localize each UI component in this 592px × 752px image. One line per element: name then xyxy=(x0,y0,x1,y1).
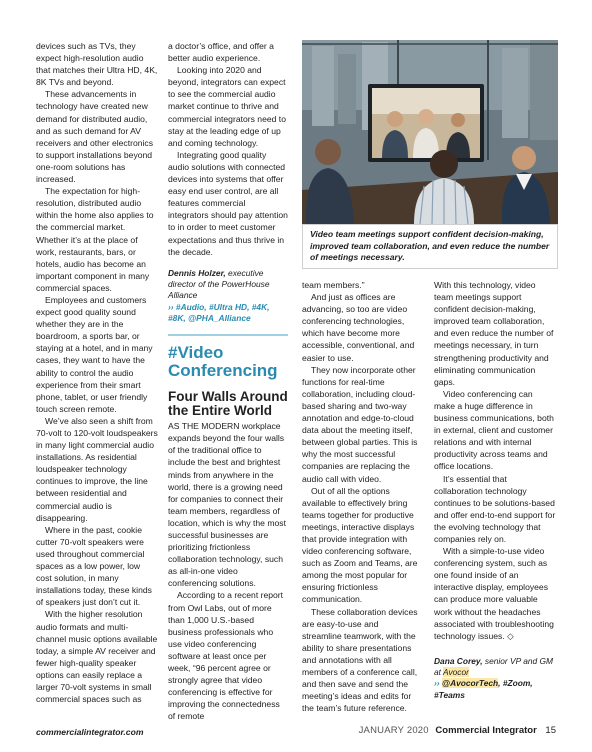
column-2 xyxy=(168,40,288,723)
tag-rest: , #Zoom, #Teams xyxy=(434,678,533,700)
author-title: executive director of the PowerHouse Alliance xyxy=(168,267,270,301)
paragraph: They now incorporate other functions for real-time collaboration, including cloud-based sharing and two-way annotation and edge-to-cloud data about the meeting itself, between global parties. This is why the most successful companies are replacing the audio call with video. xyxy=(302,364,418,484)
footer-info xyxy=(359,725,556,736)
column-1 xyxy=(36,40,158,705)
issue-date: JANUARY 2020 xyxy=(358,725,429,736)
author-tags: ›› #Audio, #Ultra HD, #4K, #8K, @PHA_Alliance xyxy=(168,301,270,323)
lead-in: AS THE MODERN xyxy=(168,421,240,432)
paragraph-lead xyxy=(168,420,288,589)
paragraph: team members.” xyxy=(302,280,365,290)
paragraph: a doctor’s office, and offer a better audio experience. xyxy=(168,41,274,64)
magazine-name: Commercial Integrator xyxy=(435,725,537,736)
paragraph: We’ve also seen a shift from 70-volt to 120-volt loudspeakers in many light commercial audio installations. As residential loudspeaker technology continues to improve, the line between residential and commercial audio is disappearing. xyxy=(36,415,158,523)
paragraph: Looking into 2020 and beyond, integrators can expect to see the commercial audio market continue to thrive and commercial integrators need to stay at the leading edge of up and coming technology. xyxy=(168,65,286,148)
paragraph: With this technology, video team meetings support confident decision-making, improved team collaboration, and even reduce the number of meetings necessary, in turn strengthening productivity and eliminating communication gaps. xyxy=(434,280,554,387)
column-3 xyxy=(302,279,420,714)
author-company: Avocor xyxy=(443,667,469,678)
paragraph: The expectation for high-resolution, distributed audio within the home also applies to the commercial market. Whether it’s at the place of work, restaurants, bars, or hotels, audio has become an important component in many commercial spaces. xyxy=(36,186,154,293)
footer-url: commercialintegrator.com xyxy=(36,727,144,737)
author-bio xyxy=(434,656,556,701)
section-heading: #Video Conferencing xyxy=(168,343,278,381)
author-bio xyxy=(168,268,288,324)
paragraph: It’s essential that collaboration technology continues to be solutions-based and offer end-to-end support for the evolving technology that companies rely on. xyxy=(434,473,556,544)
paragraph: Integrating good quality audio solutions with connected devices into systems that offer easy end user control, are all features commercial integrators should pay attention to in order to meet customer expectations and thus thrive in the decade. xyxy=(168,149,288,257)
author-name: Dennis Holzer, xyxy=(168,267,226,278)
author-title: senior VP and GM at xyxy=(434,655,554,678)
paragraph: And just as offices are advancing, so too are video conferencing technologies, which have become more accessible, conventional, and easier to use. xyxy=(302,292,415,363)
paragraph: Out of all the options available to effectively bring teams together for productive meetings, interactive displays that provide integration with video conferencing software, such as Zoom and Teams, are among the most popular for ensuring frictionless communication. xyxy=(302,485,418,605)
paragraph: According to a recent report from Owl Labs, out of more than 1,000 U.S.-based business professionals who use video conferencing software at least once per week, “96 percent agree or strongly agree that video conferencing is effective for improving the connectedness of remote xyxy=(168,590,284,722)
paragraph: devices such as TVs, they expect high-resolution audio that matches their Ultra HD, 4K, 8K TVs and beyond. xyxy=(36,41,158,88)
author-name: Dana Corey, xyxy=(434,655,483,666)
paragraph: These collaboration devices are easy-to-use and streamline teamwork, with the ability to share presentations and annotations with all members of a conference call, and then save and send the meeting’s ideas and edits for the team’s future reference. xyxy=(302,606,418,714)
video-meeting-photo xyxy=(302,40,558,224)
tag-prefix: ›› xyxy=(434,678,442,689)
paragraph: With a simple-to-use video conferencing system, such as one found inside of an interactive display, employees can produce more valuable work without the headaches associated with troubleshooting technology issues. ◇ xyxy=(434,546,554,641)
paragraph: Where in the past, cookie cutter 70-volt speakers were used throughout commercial spaces as a low power, low cost solution, in many installations today, these kinds of speakers just don’t cut it. xyxy=(36,524,152,608)
article-heading: Four Walls Around the Entire World xyxy=(168,389,288,419)
tag-handle: @AvocorTech xyxy=(441,678,499,689)
lead-text: workplace expands beyond the four walls of the traditional office to include the best and brightest minds from anywhere in the world, there is a growing need for companies to connect their team members, regardless of location, which is why the most successful businesses are prioritizing frictionless collaboration technology, such as all-in-one video conferencing solutions. xyxy=(168,421,286,589)
photo-caption: Video team meetings support confident decision-making, improved team collaboration, and even reduce the number of meetings necessary. xyxy=(302,224,558,269)
section-divider xyxy=(168,334,288,336)
paragraph: Video conferencing can make a huge difference in business communications, both in external, client and customer relations and with internal productivity across teams and office locations. xyxy=(434,388,554,472)
paragraph: With the higher resolution audio formats and multi-channel music options available today, a simple AV receiver and fewer high-quality speaker options can easily replace a larger 70-volt systems in small commercial spaces such as xyxy=(36,609,158,705)
column-4 xyxy=(434,279,556,701)
page-number: 15 xyxy=(545,725,556,736)
paragraph: These advancements in technology have created new demand for distributed audio, and as such demand for AV receivers and other electronics to support installations beyond one-room solutions has increased. xyxy=(36,89,154,185)
author-tags xyxy=(434,678,556,701)
paragraph: Employees and customers expect good quality sound whether they are in the boardroom, a sports bar, or staying at a hotel, and in many cases, they want to have the ability to control the audio experience from their smart phone, tablet, or user friendly touch screen remote. xyxy=(36,294,153,414)
